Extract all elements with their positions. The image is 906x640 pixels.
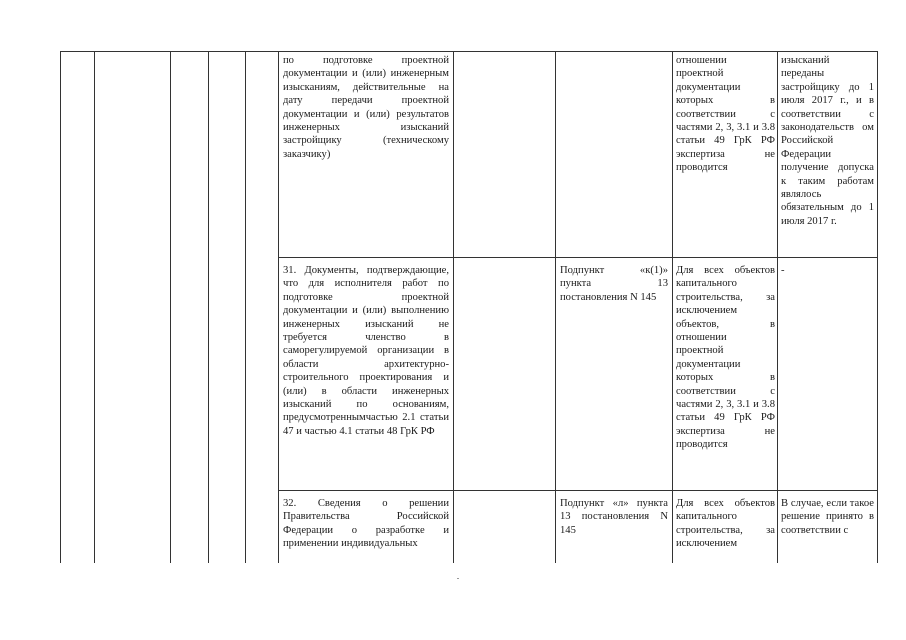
column-divider [170, 51, 171, 563]
table-border-left [60, 51, 61, 563]
row1-condition: изысканий переданы застройщику до 1 июля 2017 г., и в соответствии с законодательств ом Российской Федерации получение допуска к таким работам являлось обязательным до 1 июля 2017 г. [781, 55, 874, 227]
column-divider [245, 51, 246, 563]
row1-description: по подготовке проектной документации и (или) инженерным изысканиям, действительные на дату передачи проектной документации и (или) результатов инженерных изысканий застройщику (техническому заказчику) [283, 55, 449, 160]
column-divider [453, 51, 454, 563]
table-border-top [60, 51, 878, 52]
column-divider [672, 51, 673, 563]
row2-description: 31. Документы, подтверждающие, что для исполнителя работ по подготовке проектной документации и (или) выполнению инженерных изысканий не требуется членство в саморегулируемой организации в области архитектурно-строительного проектирования и (или) в области инженерных изысканий по основаниям, предусмотреннымчастью 2.1 статьи 47 и частью 4.1 статьи 48 ГрК РФ [283, 265, 449, 437]
table-border-right [877, 51, 878, 563]
scan-speck [457, 578, 459, 579]
column-divider [94, 51, 95, 563]
column-divider [555, 51, 556, 563]
row2-applicability: Для всех объектов капитального строительства, за исключением объектов, в отношении проектной документации которых в соответствии с частями 2, 3, 3.1 и 3.8 статьи 49 ГрК РФ экспертиза не проводится [676, 265, 775, 451]
row3-condition: В случае, если такое решение принято в соответствии с [781, 498, 874, 536]
row3-basis: Подпункт «л» пункта 13 постановления N 145 [560, 498, 668, 536]
row2-condition: - [781, 265, 785, 276]
column-divider [278, 51, 279, 563]
row2-basis: Подпункт «к(1)» пункта 13 постановления N 145 [560, 265, 668, 303]
row3-description: 32. Сведения о решении Правительства Российской Федерации о разработке и применении индивидуальных [283, 498, 449, 550]
document-table [60, 51, 878, 563]
row-divider [278, 490, 878, 491]
column-divider [208, 51, 209, 563]
row-divider [278, 257, 878, 258]
column-divider [777, 51, 778, 563]
row1-applicability: отношении проектной документации которых в соответствии с частями 2, 3, 3.1 и 3.8 статьи 49 ГрК РФ экспертиза не проводится [676, 55, 775, 174]
row3-applicability: Для всех объектов капитального строительства, за исключением [676, 498, 775, 550]
